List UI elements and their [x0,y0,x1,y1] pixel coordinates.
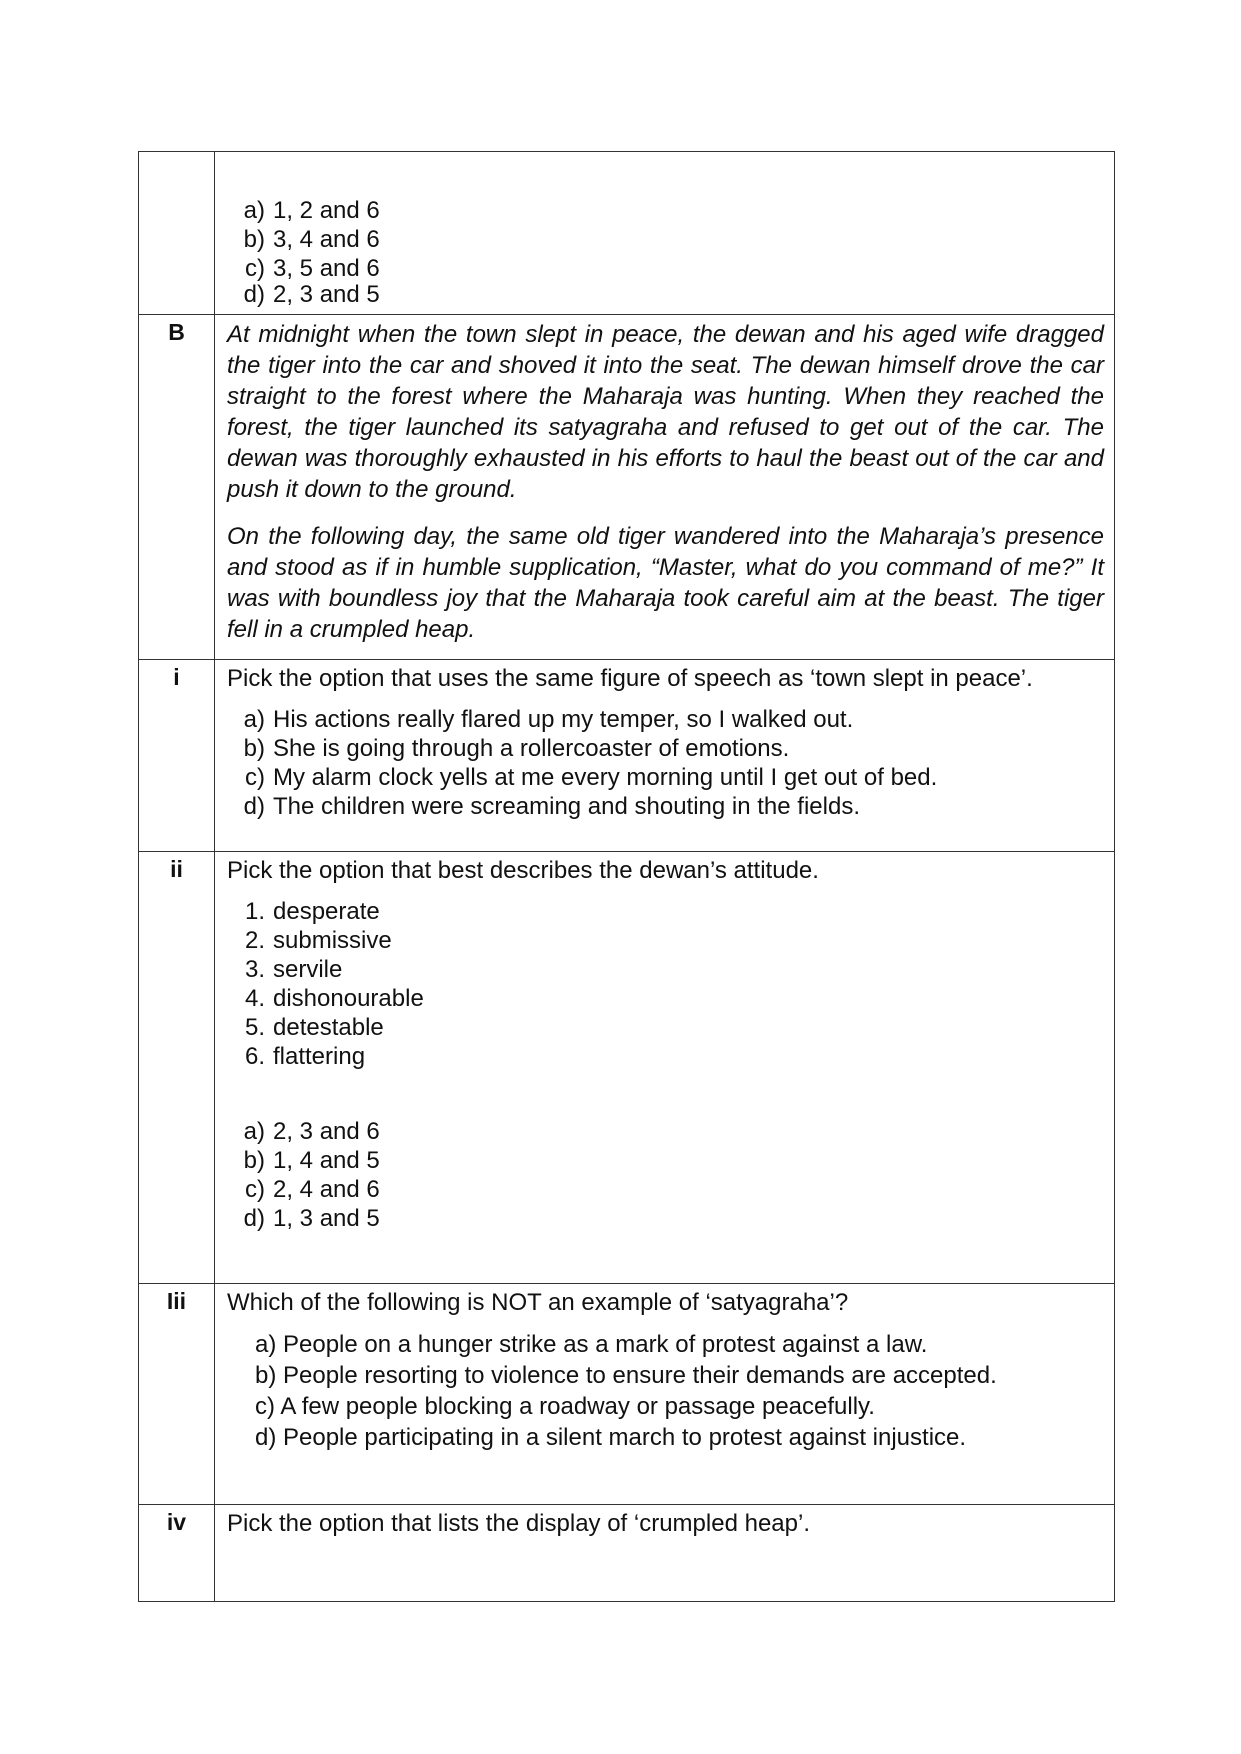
passage-paragraph: At midnight when the town slept in peace, the dewan and his aged wife dragged the tiger into the car and shoved it into the seat. The dewan himself drove the car straight to the forest where the Maharaja was hunting. When they reached the forest, the tiger launched its satyagraha and refused to get out of the car. The dewan was thoroughly exhausted in his efforts to haul the beast out of the car and push it down to the ground. [227,321,1104,503]
option-item: a) People on a hunger strike as a mark of protest against a law. [255,1331,928,1358]
section-label: B [139,315,215,660]
question-prompt: Which of the following is NOT an example of ‘satyagraha’? [227,1289,849,1316]
list-item: 3. servile [244,956,343,983]
option-item: c) 2, 4 and 6 [245,1176,380,1203]
question-prompt: Pick the option that best describes the dewan’s attitude. [227,857,819,884]
option-item: c) My alarm clock yells at me every morning until I get out of bed. [245,764,938,791]
option-item: b) 1, 4 and 5 [243,1147,380,1174]
option-item: a) His actions really flared up my temper, so I walked out. [243,706,854,733]
row-question-i [139,660,1115,852]
list-item: 4. dishonourable [244,985,424,1012]
question-number: ii [139,852,215,1284]
answer-options [227,705,1104,821]
option-item: d) 2, 3 and 5 [243,281,380,308]
option-item: d) People participating in a silent march to protest against injustice. [255,1424,967,1451]
row-question-iii [139,1284,1115,1505]
option-item: c) 3, 5 and 6 [245,255,380,282]
row-question-iv [139,1505,1115,1602]
list-item: 2. submissive [244,927,392,954]
option-item: b) 3, 4 and 6 [243,226,380,253]
question-sheet [138,151,1114,1611]
list-item: 5. detestable [244,1014,384,1041]
answer-options [227,1117,1104,1233]
question-prompt: Pick the option that uses the same figure of speech as ‘town slept in peace’. [227,665,1033,692]
attribute-list [227,897,1104,1071]
row-label-empty [139,152,215,315]
option-item: a) 1, 2 and 6 [243,197,380,224]
list-item: 1. desperate [244,898,380,925]
row-passage [139,315,1115,660]
row-continued-options [139,152,1115,315]
passage-paragraph: On the following day, the same old tiger wandered into the Maharaja’s presence and stood as if in humble supplication, “Master, what do you command of me?” It was with boundless joy that the Maharaja took careful aim at the beast. The tiger fell in a crumpled heap. [227,523,1104,643]
question-number: iv [139,1505,215,1602]
continued-options-list [227,196,1104,307]
list-item: 6. flattering [244,1043,366,1070]
question-number: i [139,660,215,852]
question-table [138,151,1115,1602]
option-item: b) She is going through a rollercoaster of emotions. [243,735,790,762]
question-number: Iii [139,1284,215,1505]
row-question-ii [139,852,1115,1284]
option-item: d) The children were screaming and shouting in the fields. [243,793,860,820]
option-item: c) A few people blocking a roadway or passage peacefully. [255,1393,875,1420]
option-item: d) 1, 3 and 5 [243,1205,380,1232]
option-item: b) People resorting to violence to ensure their demands are accepted. [255,1362,997,1389]
answer-options [227,1329,1104,1453]
question-prompt: Pick the option that lists the display of ‘crumpled heap’. [227,1510,810,1537]
option-item: a) 2, 3 and 6 [243,1118,380,1145]
